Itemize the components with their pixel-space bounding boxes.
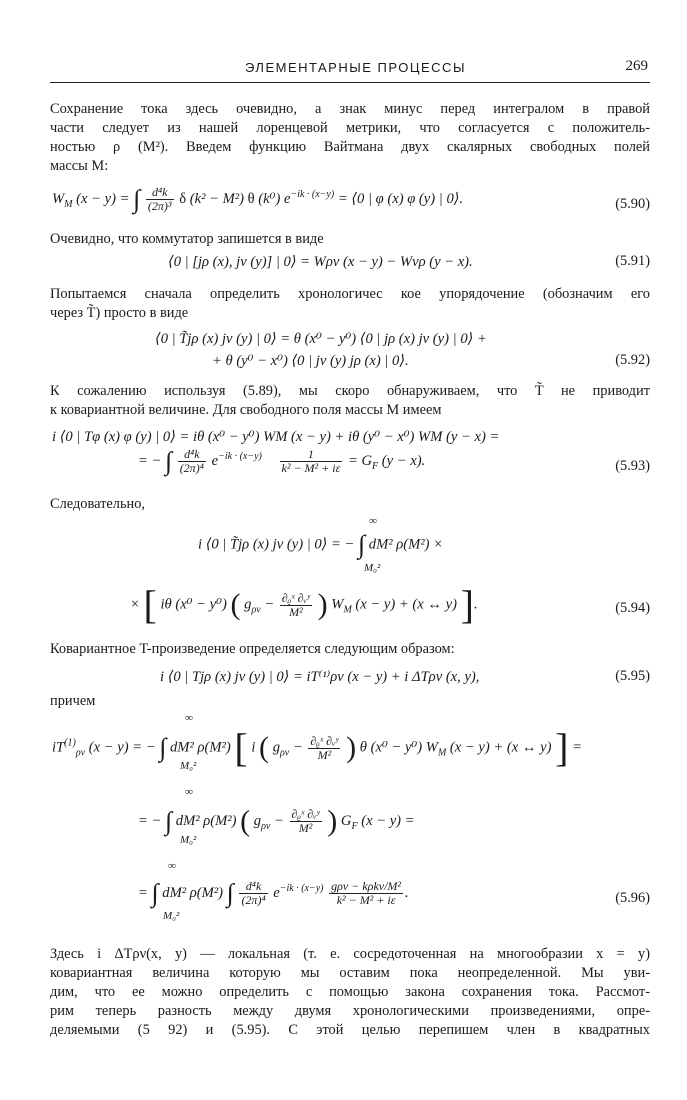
paragraph-time-ordering [50, 285, 650, 323]
paragraph-noncovariance [50, 382, 650, 420]
equation-number: (5.96) [615, 890, 650, 906]
paragraph-current-conservation [50, 100, 650, 176]
text-line: Следовательно, [50, 496, 146, 512]
page-number: 269 [625, 58, 648, 74]
text-line: К сожалению используя (5.89), мы скоро обнаруживаем, что T̃ не приводит [50, 383, 650, 399]
equation-number: (5.93) [615, 458, 650, 474]
equation-5-96-line1: $iT^{(1)}_{\rho\nu}$ (x − y) = − ∫ dM² ρ(M²) [ i ( $g_{\rho\nu}$ − $\frac{\text{∂ᵨˣ ∂ᵥʸ}}{\text{M²}}$ ) θ (x⁰ − y⁰) $W_M$ (x − y) + (x ↔ y) ] = [52, 725, 582, 770]
integral-upper-limit: ∞ [168, 860, 176, 872]
equation-number: (5.92) [615, 352, 650, 368]
equation-5-92-line2: + θ (y⁰ − x⁰) ⟨0 | jν (y) jρ (x) | 0⟩. [212, 353, 409, 369]
integral-lower-limit: M₀² [163, 910, 180, 922]
text-line: Ковариантное T-произведение определяется следующим образом: [50, 641, 455, 657]
paragraph-where [50, 692, 650, 711]
integral-lower-limit: M₀² [180, 760, 197, 772]
equation-number: (5.91) [615, 253, 650, 269]
text-line: ностью ρ (M²). Введем функцию Вайтмана двух скалярных свободных полей [50, 139, 650, 155]
running-header [50, 60, 650, 82]
integral-lower-limit: M₀² [180, 834, 197, 846]
text-line: ковариантная величина которую мы оставим пока неопределенной. Мы уви- [50, 965, 650, 981]
running-title: ЭЛЕМЕНТАРНЫЕ ПРОЦЕССЫ [245, 60, 466, 75]
text-line: деляемыми (5 92) и (5.95). С этой целью перепишем член в квадратных [50, 1022, 650, 1038]
text-line: причем [50, 693, 96, 709]
integral-lower-limit: M₀² [364, 562, 381, 574]
text-line: части следует из нашей лоренцевой метрики, что согласуется с положитель- [50, 120, 650, 136]
equation-5-95: i ⟨0 | Tjρ (x) jν (y) | 0⟩ = iT⁽¹⁾ρν (x − y) + i ΔTρν (x, y), [160, 669, 480, 685]
text-line: дим, что ее можно определить с помощью закона сохранения тока. Рассмот- [50, 984, 650, 1000]
equation-5-96-line3: = ∫ dM² ρ(M²) ∫ $\frac{\text{d⁴k}}{\text{(2π)⁴}}$ $e^{-ik \cdot (x-y)}$ $\frac{\text{gρν − kρkν/M²}}{\text{k² − M² + iε}}$ . [138, 878, 409, 908]
equation-5-93-line1: i ⟨0 | Tφ (x) φ (y) | 0⟩ = iθ (x⁰ − y⁰) WM (x − y) + iθ (y⁰ − x⁰) WM (y − x) = [52, 429, 500, 445]
text-line: массы M: [50, 158, 109, 174]
equation-5-94-line2: × [ iθ (x⁰ − y⁰) ( $g_{\rho\nu}$ − $\frac{\text{∂ᵨˣ ∂ᵥʸ}}{\text{M²}}$ ) $W_M$ (x − y) + (x ↔ y) ]. [130, 582, 478, 627]
header-rule [50, 82, 650, 83]
equation-5-90: $W_M$ (x − y) = ∫ $\frac{\text{d⁴k}}{\text{(2π)³}}$ δ (k² − M²) θ (k⁰) $e^{-ik \cdot (x-y)}$ = ⟨0 | φ (x) φ (y) | 0⟩. [52, 184, 464, 214]
equation-number: (5.90) [615, 196, 650, 212]
text-line: рим теперь разность между двумя хронологическими произведениями, опре- [50, 1003, 650, 1019]
text-line: через T̃) просто в виде [50, 305, 189, 321]
paragraph-commutator [50, 230, 650, 249]
integral-upper-limit: ∞ [369, 515, 377, 527]
paragraph-covariant-t-product [50, 640, 650, 659]
paragraph-local-term [50, 945, 650, 1040]
text-line: Очевидно, что коммутатор запишется в виде [50, 231, 324, 247]
equation-5-92-line1: ⟨0 | T̃jρ (x) jν (y) | 0⟩ = θ (x⁰ − y⁰) ⟨0 | jρ (x) jν (y) | 0⟩ + [155, 331, 487, 347]
equation-number: (5.95) [615, 668, 650, 684]
equation-5-93-line2: = − ∫ $\frac{\text{d⁴k}}{\text{(2π)⁴}}$ $e^{-ik \cdot (x-y)}$ $\frac{1}{\text{k² − M² + iε}}$ = $G_F$ (y − x). [138, 446, 426, 476]
integral-upper-limit: ∞ [185, 712, 193, 724]
equation-5-96-line2: = − ∫ dM² ρ(M²) ( $g_{\rho\nu}$ − $\frac{\text{∂ᵨˣ ∂ᵥʸ}}{\text{M²}}$ ) $G_F$ (x − y) = [138, 804, 415, 838]
equation-number: (5.94) [615, 600, 650, 616]
text-line: Попытаемся сначала определить хронологичес кое упорядочение (обозначим его [50, 286, 650, 302]
paragraph-consequently [50, 495, 650, 514]
text-line: к ковариантной величине. Для свободного поля массы M имеем [50, 402, 442, 418]
text-line: Сохранение тока здесь очевидно, а знак минус перед интегралом в правой [50, 101, 650, 117]
integral-upper-limit: ∞ [185, 786, 193, 798]
equation-5-94-line1: i ⟨0 | T̃jρ (x) jν (y) | 0⟩ = − ∫ dM² ρ(M²) × [198, 530, 444, 559]
text-line: Здесь i ΔTρν(x, y) — локальная (т. е. сосредоточенная на многообразии x = y) [50, 946, 650, 962]
equation-5-91: ⟨0 | [jρ (x), jν (y)] | 0⟩ = Wρν (x − y) − Wνρ (y − x). [168, 254, 473, 270]
